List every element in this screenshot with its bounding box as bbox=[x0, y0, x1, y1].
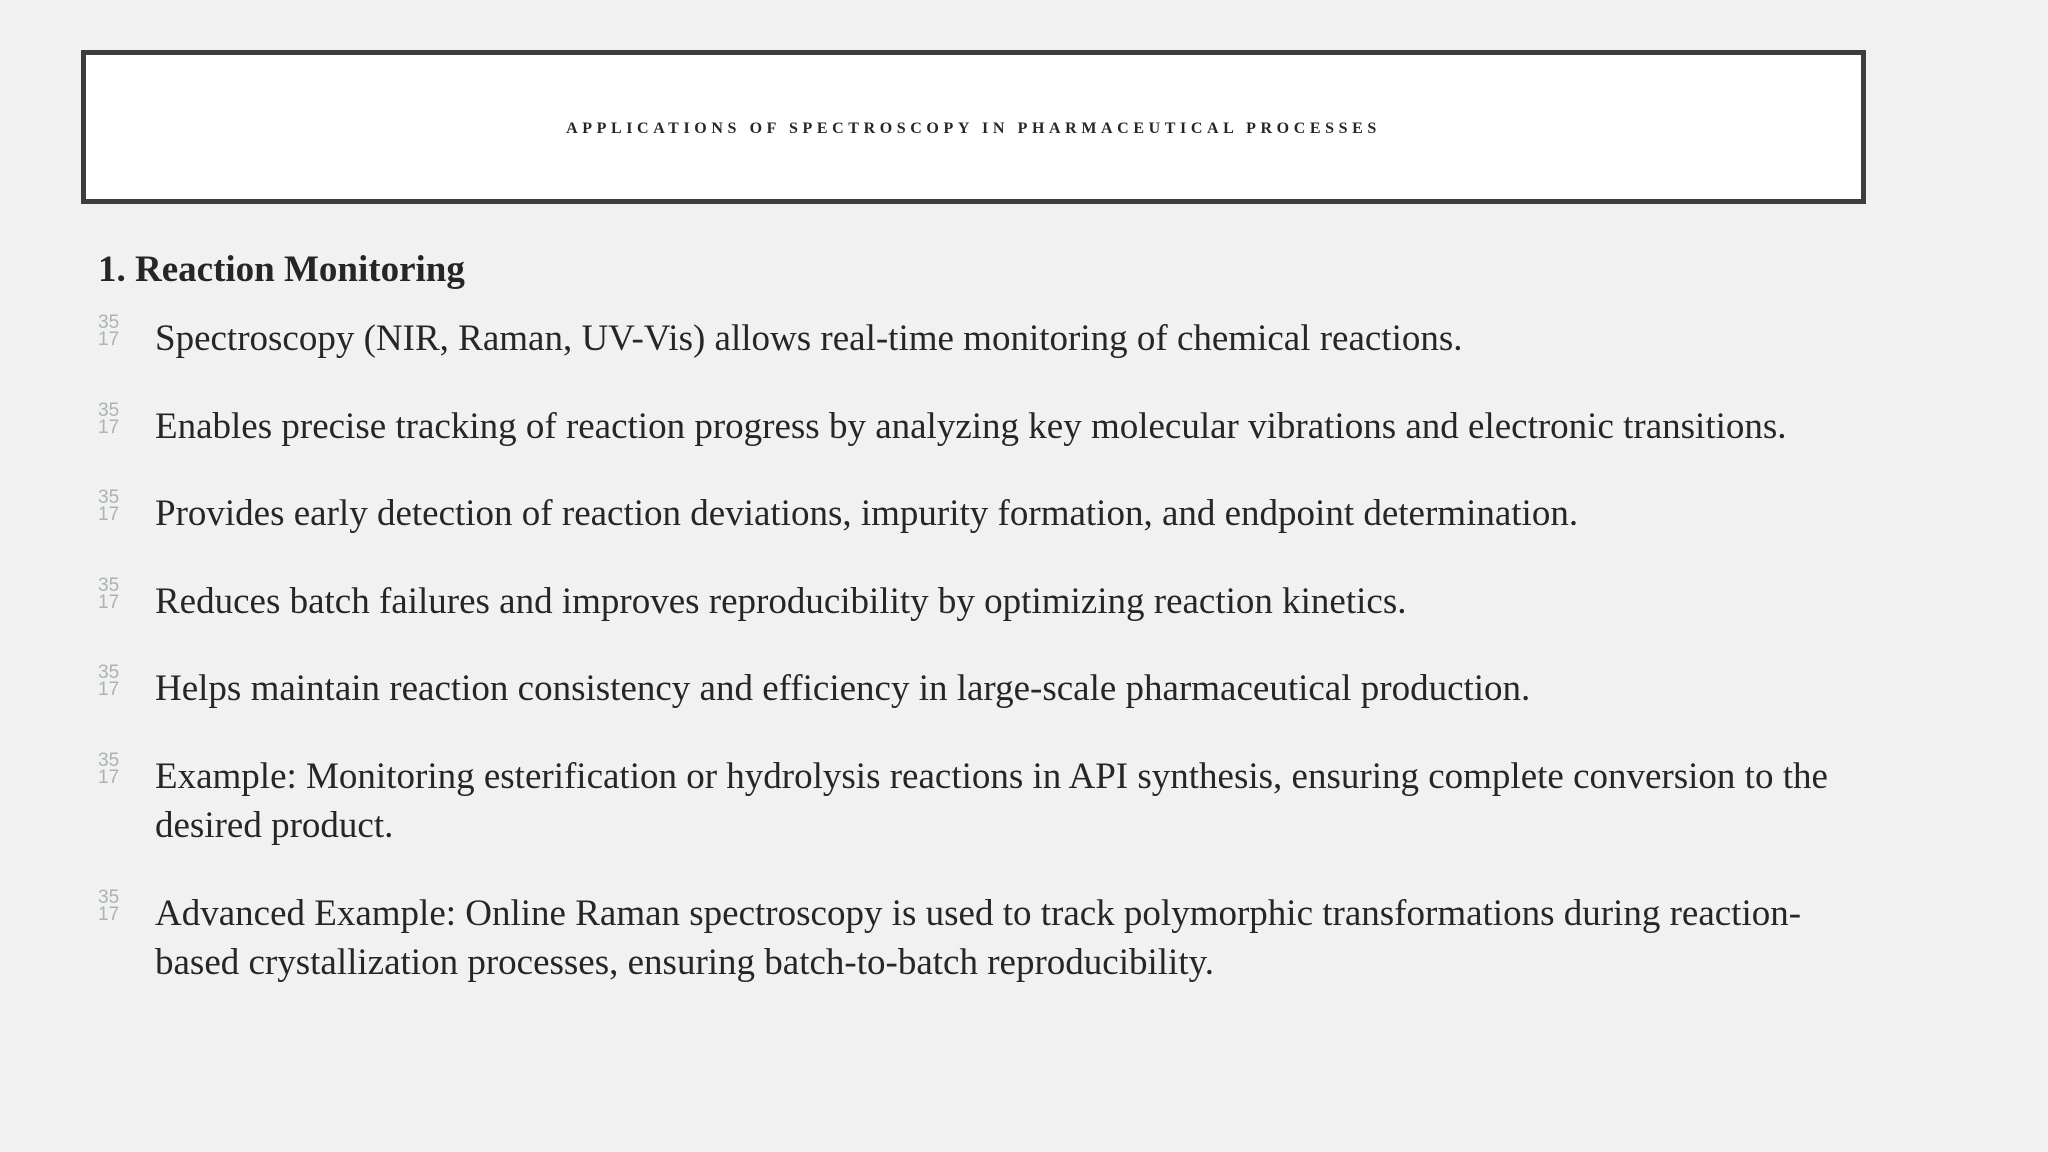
bullet-marker-icon: 35 17 bbox=[98, 886, 120, 925]
bullet-text: Reduces batch failures and improves reproducibility by optimizing reaction kinetics. bbox=[155, 580, 1407, 622]
slide-title-box bbox=[81, 50, 1866, 204]
bullet-marker-icon: 35 17 bbox=[98, 312, 120, 350]
bullet-marker-icon: 35 17 bbox=[98, 574, 120, 613]
bullet-item bbox=[98, 886, 1878, 988]
bullet-marker-icon: 35 17 bbox=[98, 749, 120, 788]
bullet-text: Example: Monitoring esterification or hydrolysis reactions in API synthesis, ensuring complete conversion to the desired product. bbox=[155, 755, 1828, 846]
slide-title: APPLICATIONS OF SPECTROSCOPY IN PHARMACEUTICAL PROCESSES bbox=[566, 120, 1381, 137]
section-heading: 1. Reaction Monitoring bbox=[98, 249, 465, 290]
bullet-item bbox=[98, 664, 1878, 714]
bullet-text: Spectroscopy (NIR, Raman, UV-Vis) allows real-time monitoring of chemical reactions. bbox=[155, 318, 1463, 359]
bullet-item bbox=[98, 489, 1878, 539]
bullet-marker-icon: 35 17 bbox=[98, 662, 120, 700]
bullet-item bbox=[98, 399, 1878, 452]
bullet-list bbox=[98, 314, 1878, 1026]
bullet-text: Enables precise tracking of reaction progress by analyzing key molecular vibrations and electronic transitions. bbox=[155, 405, 1787, 447]
bullet-text: Helps maintain reaction consistency and efficiency in large-scale pharmaceutical production. bbox=[155, 668, 1531, 709]
bullet-item bbox=[98, 749, 1878, 851]
bullet-item bbox=[98, 574, 1878, 627]
bullet-marker-icon: 35 17 bbox=[98, 399, 120, 438]
bullet-marker-icon: 35 17 bbox=[98, 487, 120, 525]
bullet-text: Advanced Example: Online Raman spectroscopy is used to track polymorphic transformations during reaction-based crystallization processes, ensuring batch-to-batch reproducibility. bbox=[155, 892, 1802, 983]
bullet-item bbox=[98, 314, 1878, 364]
bullet-text: Provides early detection of reaction deviations, impurity formation, and endpoint determination. bbox=[155, 493, 1579, 534]
